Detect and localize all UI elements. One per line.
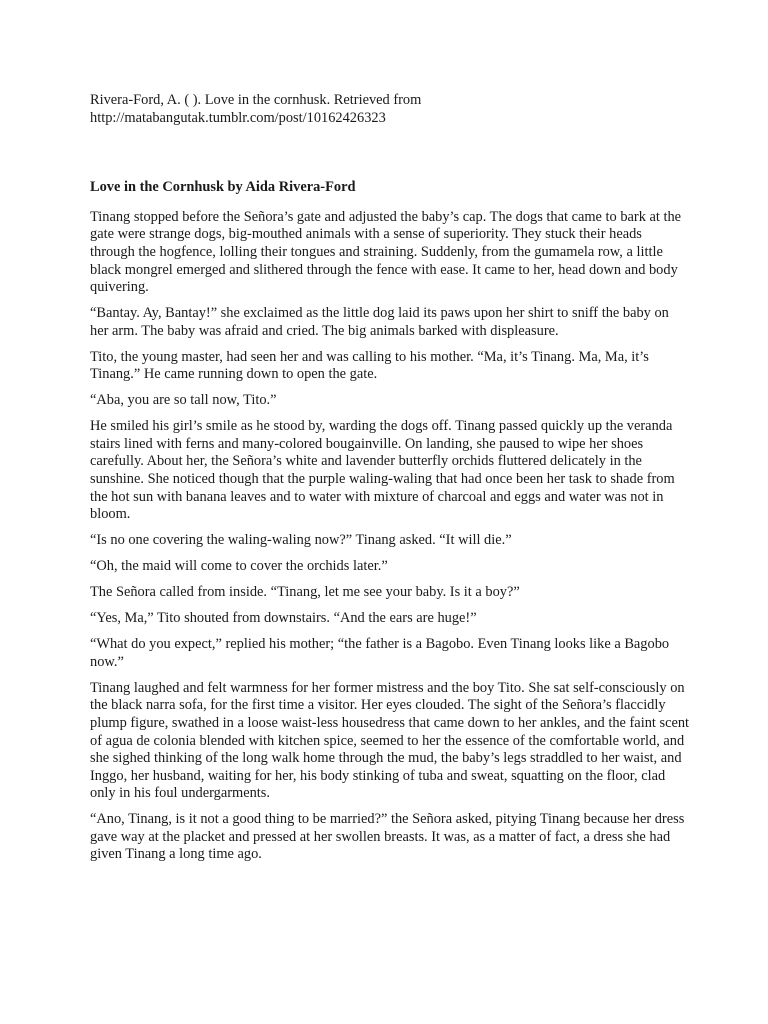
- paragraph-11: Tinang laughed and felt warmness for her former mistress and the boy Tito. She sat self-consciously on the black narra sofa, for the first time a visitor. Her eyes clouded. The sight of the Señora’s flaccidly plump figure, swathed in a loose waist-less housedress that came down to her ankles, and the faint scent of agua de colonia blended with kitchen spice, seemed to her the essence of the comfortable world, and she sighed thinking of the long walk home through the mud, the baby’s legs straddled to her waist, and Inggo, her husband, waiting for her, his body stinking of tuba and sweat, squatting on the floor, clad only in his foul undergarments.: [90, 679, 690, 802]
- story-title: Love in the Cornhusk by Aida Rivera-Ford: [90, 179, 356, 196]
- paragraph-5: He smiled his girl’s smile as he stood by, warding the dogs off. Tinang passed quickly up the veranda stairs lined with ferns and many-colored bougainville. On landing, she paused to wipe her shoes carefully. About her, the Señora’s white and lavender butterfly orchids fluttered delicately in the sunshine. She noticed though that the purple waling-waling that had once been her task to shade from the hot sun with banana leaves and to water with mixture of charcoal and eggs and water was not in bloom.: [90, 418, 675, 523]
- paragraph-6: “Is no one covering the waling-waling now?” Tinang asked. “It will die.”: [90, 532, 512, 549]
- paragraph-12: “Ano, Tinang, is it not a good thing to be married?” the Señora asked, pitying Tinang because her dress gave way at the placket and pressed at her swollen breasts. It was, as a matter of fact, a dress she had given Tinang a long time ago.: [90, 811, 685, 863]
- paragraph-3: Tito, the young master, had seen her and was calling to his mother. “Ma, it’s Tinang. Ma, Ma, it’s Tinang.” He came running down to open the gate.: [90, 348, 649, 383]
- paragraph-9: “Yes, Ma,” Tito shouted from downstairs. “And the ears are huge!”: [90, 610, 477, 627]
- citation-line-1: Rivera-Ford, A. ( ). Love in the cornhusk. Retrieved from: [90, 92, 422, 108]
- paragraph-2: “Bantay. Ay, Bantay!” she exclaimed as the little dog laid its paws upon her shirt to sniff the baby on her arm. The baby was afraid and cried. The big animals barked with displeasure.: [90, 305, 669, 339]
- paragraph-8: The Señora called from inside. “Tinang, let me see your baby. Is it a boy?”: [90, 584, 520, 601]
- citation: [90, 92, 690, 127]
- paragraph-7: “Oh, the maid will come to cover the orchids later.”: [90, 558, 388, 575]
- document-page: [90, 92, 690, 872]
- paragraph-10: “What do you expect,” replied his mother; “the father is a Bagobo. Even Tinang looks like a Bagobo now.”: [90, 636, 670, 670]
- citation-url: http://matabangutak.tumblr.com/post/10162426323: [90, 109, 386, 126]
- paragraph-4: “Aba, you are so tall now, Tito.”: [90, 392, 277, 409]
- paragraph-1: Tinang stopped before the Señora’s gate and adjusted the baby’s cap. The dogs that came to bark at the gate were strange dogs, big-mouthed animals with a sense of superiority. They stuck their heads through the hogfence, lolling their tongues and straining. Suddenly, from the gumamela row, a little black mongrel emerged and slithered through the fence with ease. It came to her, head down and body quivering.: [90, 208, 682, 296]
